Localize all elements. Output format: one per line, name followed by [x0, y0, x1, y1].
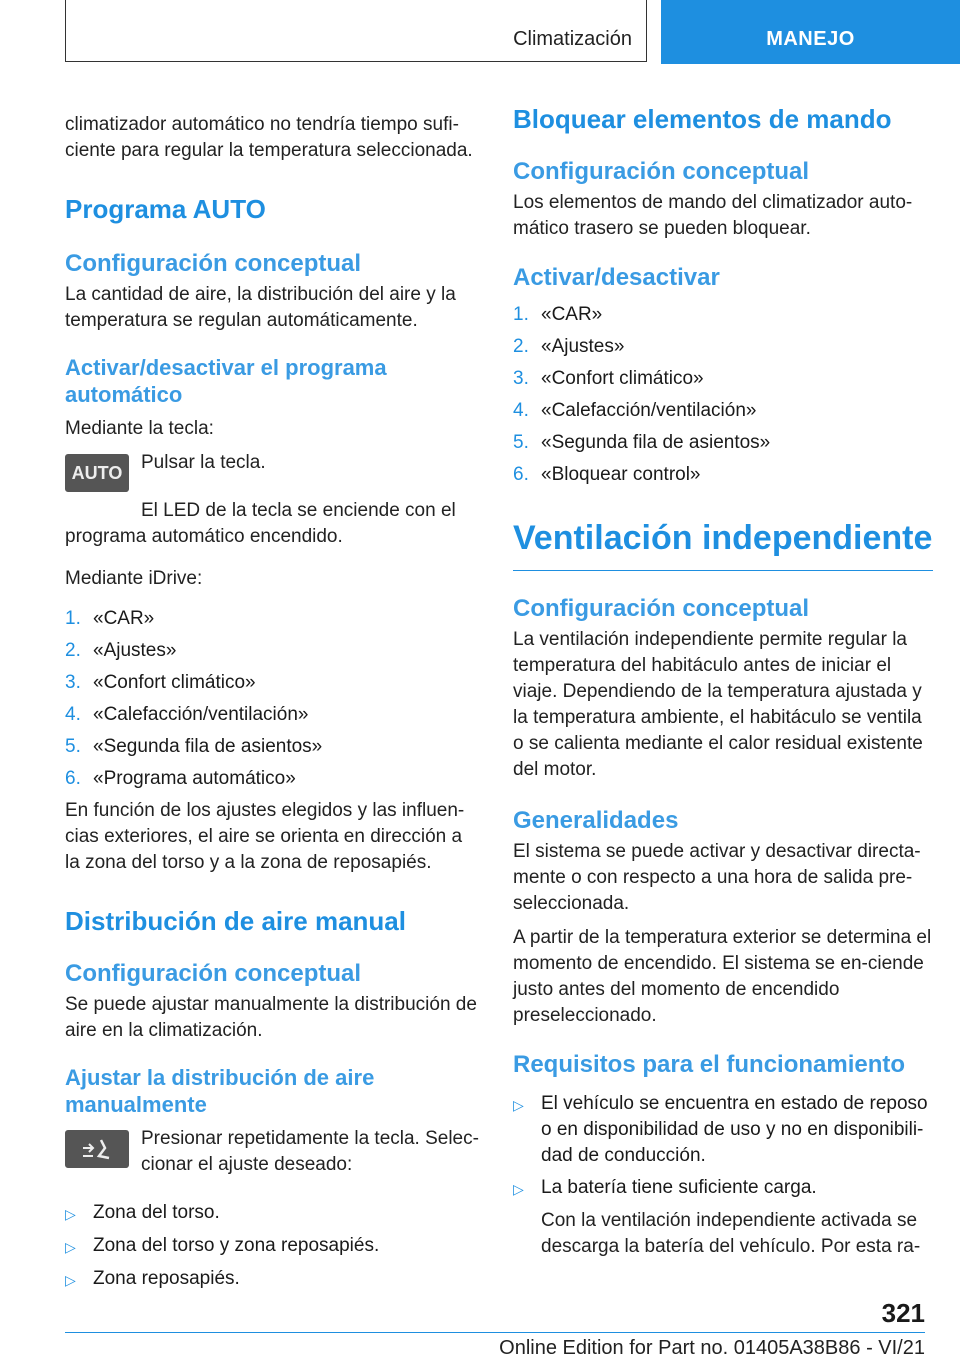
list-item: 3. «Confort climático»: [513, 368, 704, 389]
led-text: El LED de la tecla se enciende con el programa automático encendido.: [65, 500, 456, 547]
left-column: [65, 100, 480, 1299]
page-header: [65, 0, 960, 64]
list-item: 1. «CAR»: [513, 304, 603, 325]
lock-title: Bloquear elementos de mando: [513, 104, 892, 134]
auto-toggle-title: Activar/desactivar el programa automático: [65, 355, 387, 407]
auto-concept-title: Configuración conceptual: [65, 250, 362, 277]
lock-concept-title: Configuración conceptual: [513, 158, 810, 185]
manual-adjust-title: Ajustar la distribución de aire manualmente: [65, 1065, 375, 1117]
manual-key-text: Presionar repetidamente la tecla. Selec-cionar el ajuste deseado:: [141, 1128, 479, 1175]
auto-key-row: [65, 450, 480, 492]
auto-title: Programa AUTO: [65, 194, 266, 224]
air-key-row: [65, 1126, 480, 1178]
lock-steps: [513, 302, 933, 488]
list-item: 3. «Confort climático»: [65, 672, 256, 693]
triangle-bullet-icon: ▷: [513, 1097, 524, 1113]
manual-concept-title: Configuración conceptual: [65, 960, 362, 987]
chapter-title: MANEJO: [766, 28, 855, 50]
general-text-1: El sistema se puede activar y desactivar directa-mente o con respecto a una hora de salida pre-seleccionada.: [513, 841, 921, 914]
vent-title-rule: [513, 570, 933, 571]
air-options: [65, 1200, 480, 1293]
air-distribution-icon: [65, 1130, 129, 1168]
list-item: ▷ La batería tiene suficiente carga.: [513, 1175, 933, 1202]
list-item: 6. «Bloquear control»: [513, 464, 701, 485]
vent-concept-title: Configuración conceptual: [513, 595, 810, 622]
auto-key-desc: [141, 450, 266, 492]
page-number: 321: [881, 1298, 925, 1328]
list-item: 4. «Calefacción/ventilación»: [513, 400, 757, 421]
auto-key-icon: [65, 454, 129, 492]
auto-key-label: AUTO: [71, 462, 123, 483]
triangle-bullet-icon: ▷: [513, 1181, 524, 1197]
press-key-text: Pulsar la tecla.: [141, 452, 266, 473]
section-tab: [65, 0, 647, 62]
triangle-bullet-icon: ▷: [65, 1272, 76, 1288]
lock-toggle-title: Activar/desactivar: [513, 264, 720, 291]
triangle-bullet-icon: ▷: [65, 1206, 76, 1222]
vent-title: Ventilación independiente: [513, 519, 933, 557]
manual-title: Distribución de aire manual: [65, 906, 406, 936]
list-item: ▷ Zona reposapiés.: [65, 1266, 480, 1293]
general-title: Generalidades: [513, 807, 679, 834]
list-item: 2. «Ajustes»: [65, 640, 177, 661]
general-text-2: A partir de la temperatura exterior se determina el momento de encendido. El sistema se en-ciende justo antes del momento de encendido preseleccionado.: [513, 927, 932, 1026]
triangle-bullet-icon: ▷: [65, 1239, 76, 1255]
after-steps-text: En función de los ajustes elegidos y las influen-cias exteriores, el aire se orienta en dirección a la zona del torso y a la zona de reposapiés.: [65, 800, 465, 873]
edition-text: Online Edition for Part no. 01405A38B86 - VI/21: [499, 1337, 925, 1359]
requirements-title: Requisitos para el funcionamiento: [513, 1051, 906, 1078]
auto-concept-text: La cantidad de aire, la distribución del aire y la temperatura se regulan automáticamente.: [65, 284, 456, 331]
via-idrive-text: Mediante iDrive:: [65, 568, 203, 589]
vent-concept-text: La ventilación independiente permite regular la temperatura del habitáculo antes de iniciar el viaje. Dependiendo de la temperatura ajustada y la temperatura ambiente, el habitáculo se ventila o se calienta mediante el calor residual existente del motor.: [513, 629, 923, 780]
manual-concept-text: Se puede ajustar manualmente la distribución de aire en la climatización.: [65, 994, 477, 1041]
auto-steps: [65, 606, 480, 792]
list-item: ▷ Zona del torso y zona reposapiés.: [65, 1233, 480, 1260]
requirements-list: [513, 1091, 933, 1202]
chapter-tab: [661, 0, 960, 64]
list-item: 4. «Calefacción/ventilación»: [65, 704, 309, 725]
via-key-text: Mediante la tecla:: [65, 418, 214, 439]
list-item: 6. «Programa automático»: [65, 768, 296, 789]
list-item: ▷ Zona del torso.: [65, 1200, 480, 1227]
section-title: Climatización: [513, 28, 632, 50]
list-item: 2. «Ajustes»: [513, 336, 625, 357]
lock-concept-text: Los elementos de mando del climatizador auto-mático trasero se pueden bloquear.: [513, 192, 913, 239]
requirements-note: Con la ventilación independiente activada se descarga la batería del vehículo. Por esta ra-: [541, 1210, 921, 1257]
list-item: ▷ El vehículo se encuentra en estado de reposo o en disponibilidad de uso y no en disponibili-dad de conducción.: [513, 1091, 933, 1169]
list-item: 5. «Segunda fila de asientos»: [65, 736, 323, 757]
footer-rule: [65, 1332, 925, 1333]
intro-text: climatizador automático no tendría tiempo sufi-ciente para regular la temperatura seleccionada.: [65, 114, 473, 161]
list-item: 1. «CAR»: [65, 608, 155, 629]
list-item: 5. «Segunda fila de asientos»: [513, 432, 771, 453]
right-column: [513, 100, 933, 1260]
